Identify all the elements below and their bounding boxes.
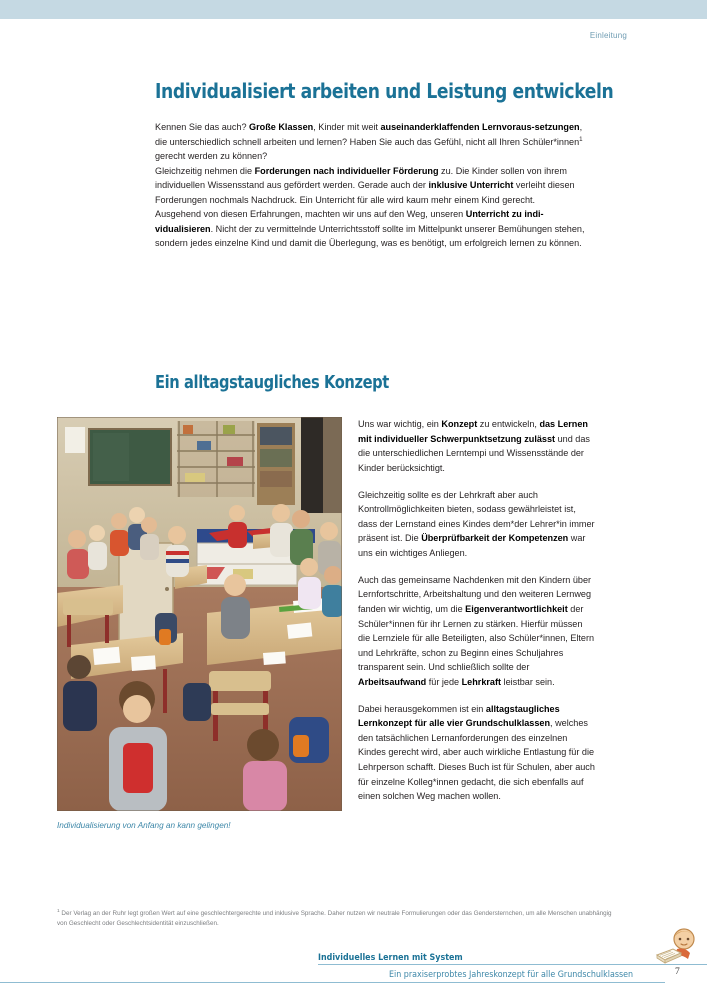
page-title: Individualisiert arbeiten und Leistung entwickeln (155, 79, 614, 103)
footnote (57, 909, 612, 928)
top-decorative-band (0, 0, 707, 19)
footer-book-title: Individuelles Lernen mit System (318, 952, 463, 962)
child-reading-book-icon (655, 925, 703, 971)
footnote-text: Der Verlag an der Ruhr legt großen Wert auf eine geschlechtergerechte und inklusive Sprache. Daher nutzen wir neutrale Formulierungen oder das Gendersternchen, um alle Menschen unabhängig von Geschlecht oder Geschlechtsidentität einzuschließen. (57, 910, 612, 927)
footnote-marker: 1 (57, 908, 60, 914)
footer-book-subtitle: Ein praxiserprobtes Jahreskonzept für alle Grundschulklassen (389, 969, 634, 979)
classroom-photo (57, 417, 342, 811)
paragraph: Auch das gemeinsame Nachdenken mit den Kindern über Lernfortschritte, Arbeitshaltung und den weiteren Lernweg fanden wir wichtig, um die Eigenverantwortlichkeit der Schüler*innen für ihr Lernen zu stärken. Hierfür müssen die Lernziele für alle Beteiligten, also Schüler*innen, Eltern und Lehrkräfte, schon zu Beginn eines Schuljahres transparent sein. Und schließlich sollte der Arbeitsaufwand für jede Lehrkraft leistbar sein. (358, 574, 595, 687)
intro-text-block (155, 120, 590, 251)
section-heading-concept: Ein alltagstaugliches Konzept (155, 373, 389, 393)
paragraph: Gleichzeitig sollte es der Lehrkraft aber auch Kontrollmöglichkeiten bieten, sodass gewährleistet ist, dass der Lernstand eines Kindes dem*der Lehrer*in immer präsent ist. Die Überprüfbarkeit der Kompetenzen war uns ein wichtiges Anliegen. (358, 489, 595, 558)
classroom-photo-image (57, 417, 342, 811)
concept-text-column (358, 417, 596, 804)
running-head: Einleitung (589, 31, 627, 40)
footer-rule-top (318, 964, 707, 965)
photo-caption: Individualisierung von Anfang an kann gelingen! (57, 821, 231, 830)
paragraph: Ausgehend von diesen Erfahrungen, machten wir uns auf den Weg, unseren Unterricht zu indi-vidualisieren. Nicht der zu vermittelnde Unterrichtsstoff sollte im Mittelpunkt unserer Bemühungen stehen, sondern jedes einzelne Kind und damit die Überlegung, was es benötigt, um erfolgreich lernen zu können. (155, 209, 585, 249)
paragraph: Kennen Sie das auch? Große Klassen, Kinder mit weit auseinanderklaffenden Lernvoraus-setzungen, die unterschiedlich schnell arbeiten und lernen? Haben Sie auch das Gefühl, nicht all Ihren Schüler*innen$^1$ gerecht werden zu können? (155, 122, 583, 162)
paragraph: Gleichzeitig nehmen die Forderungen nach individueller Förderung zu. Die Kinder sollen von ihrem individuellen Wissensstand aus gefördert werden. Gerade auch der inklusive Unterricht verleiht diesen Forderungen nochmals Nachdruck. Ein Unterricht für alle wird kaum mehr einem Kind gerecht. (155, 165, 575, 205)
paragraph: Uns war wichtig, ein Konzept zu entwickeln, das Lernen mit individueller Schwerpunktsetzung zulässt und das die unterschiedlichen Lerntempi und Wissensstände der Kinder berücksichtigt. (358, 419, 590, 473)
page-number: 7 (675, 966, 680, 977)
paragraph: Dabei herausgekommen ist ein alltagstaugliches Lernkonzept für alle vier Grundschulklassen, welches den tatsächlichen Lernanforderungen des einzelnen Kindes gerecht wird, aber auch wirkliche Entlastung für die Lehrperson schafft. Dieses Buch ist für Schulen, aber auch für einzelne Kolleg*innen gedacht, die sich ebenfalls auf einen solchen Weg machen wollen. (358, 703, 595, 802)
footer-rule-bottom (0, 982, 665, 983)
